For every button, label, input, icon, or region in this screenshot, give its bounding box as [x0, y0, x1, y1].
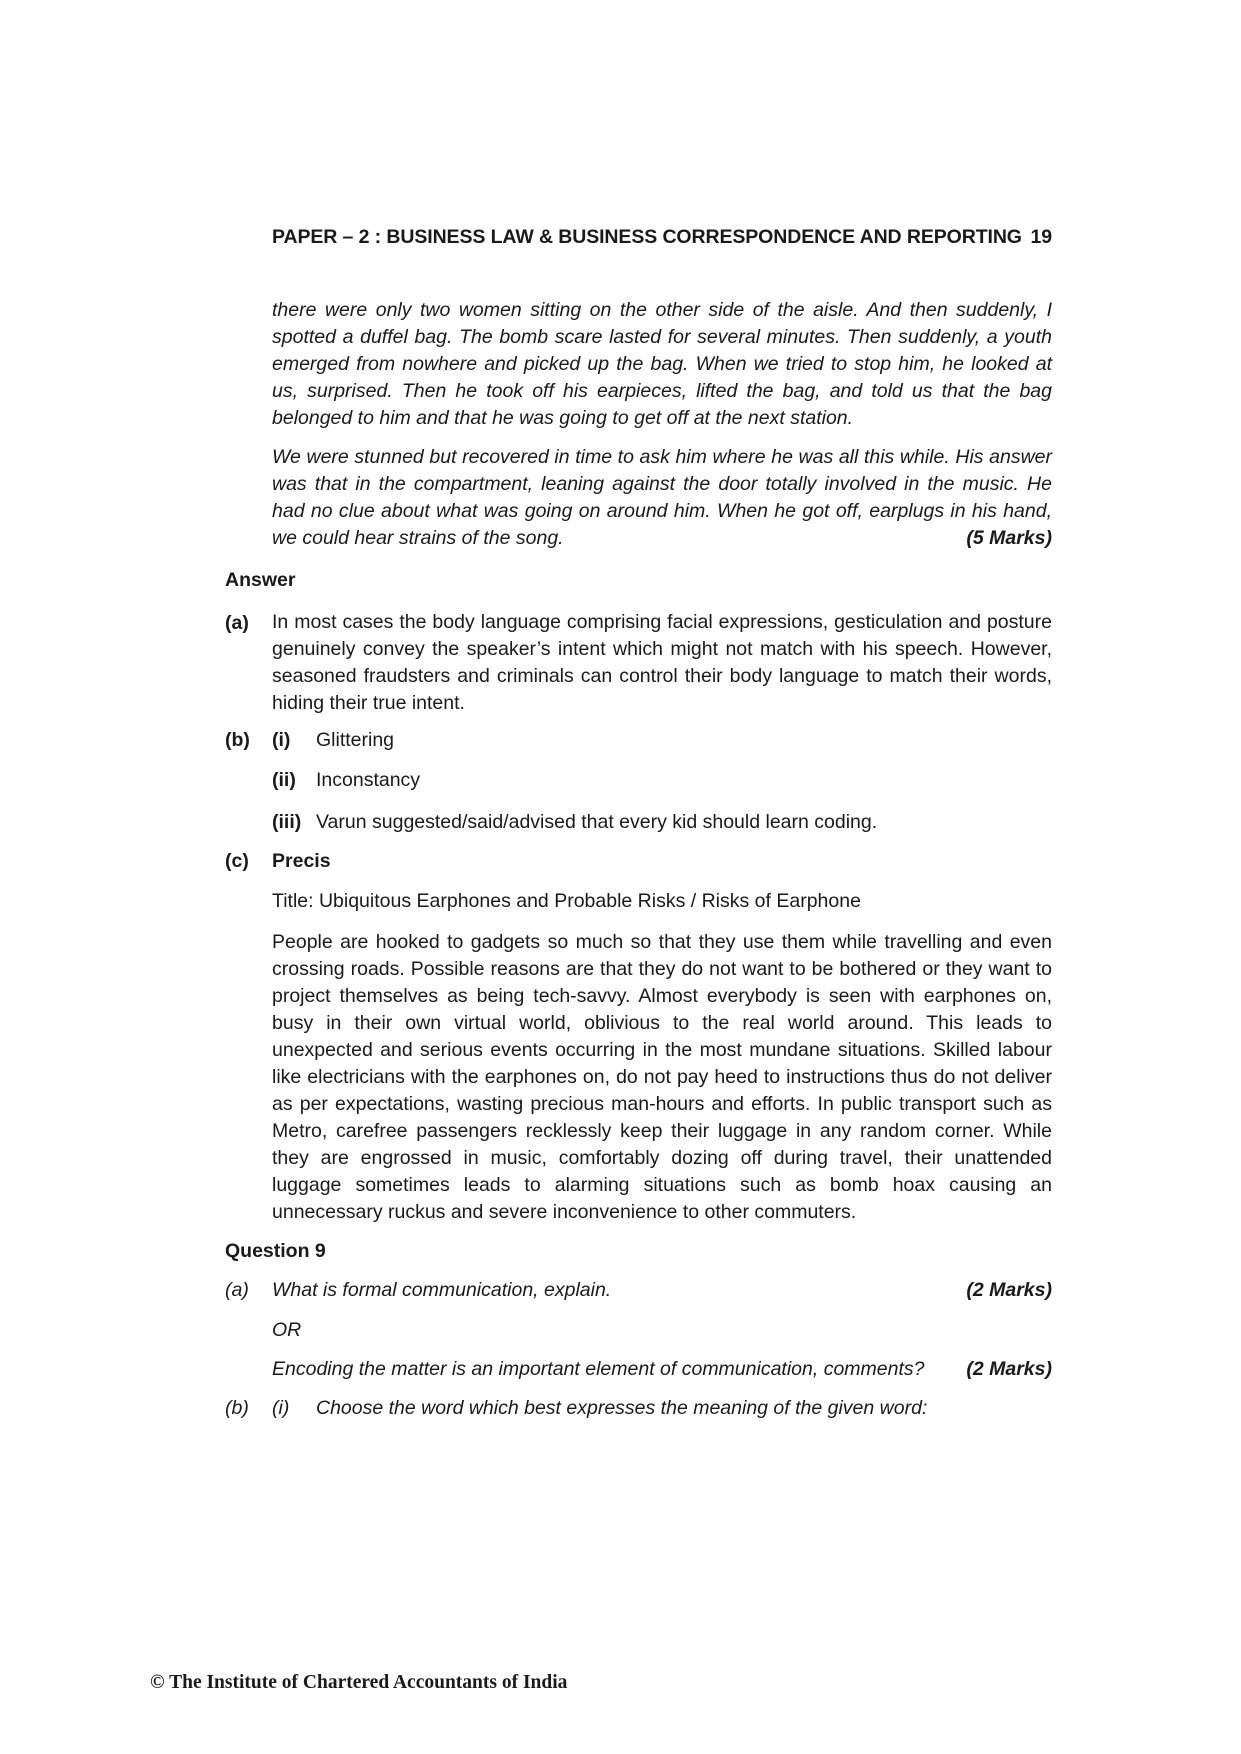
answer-b-label: (b): [225, 729, 250, 751]
answer-b-iii-num: (iii): [272, 811, 302, 833]
answer-b-ii-num: (ii): [272, 769, 296, 791]
question-alt-text: Encoding the matter is an important element of communication, comments?: [272, 1358, 925, 1380]
page-header: [272, 226, 1052, 249]
question-b-label: (b): [225, 1397, 249, 1419]
footer-copyright: © The Institute of Chartered Accountants of India: [150, 1672, 568, 1693]
answer-a-text: In most cases the body language comprising facial expressions, gesticulation and posture genuinely convey the speaker’s intent which might not match with his speech. However, seasoned fraudsters and criminals can control their body language to match their words, hiding their true intent.: [272, 611, 1052, 714]
answer-c-label: (c): [225, 850, 249, 872]
passage-paragraph-2-text: We were stunned but recovered in time to ask him where he was all this while. His answer was that in the compartment, leaning against the door totally involved in the music. He had no clue about what was going on around him. When he got off, earplugs in his hand, we could hear strains of the song.: [272, 446, 1052, 549]
answer-b-i-text: Glittering: [316, 729, 395, 751]
answer-heading: Answer: [225, 569, 296, 591]
precis-heading: Precis: [272, 850, 331, 872]
question-a-text: What is formal communication, explain.: [272, 1279, 612, 1301]
answer-b-iii-text: Varun suggested/said/advised that every kid should learn coding.: [316, 811, 878, 833]
page-number: 19: [1030, 226, 1052, 248]
question-b-text: Choose the word which best expresses the meaning of the given word:: [316, 1397, 928, 1419]
answer-b-i-num: (i): [272, 729, 291, 751]
passage-marks: (5 Marks): [966, 527, 1052, 549]
answer-a-label: (a): [225, 612, 249, 634]
question-a-label: (a): [225, 1279, 249, 1301]
passage-paragraph-2: [272, 444, 1052, 552]
precis-title: Title: Ubiquitous Earphones and Probable Risks / Risks of Earphone: [272, 890, 861, 912]
question-a-marks: (2 Marks): [966, 1279, 1052, 1301]
question-or: OR: [272, 1319, 302, 1341]
precis-text: People are hooked to gadgets so much so that they use them while travelling and even crossing roads. Possible reasons are that they do not want to be bothered or they want to project themselves as being tech-savvy. Almost everybody is seen with earphones on, busy in their own virtual world, oblivious to the real world around. This leads to unexpected and serious events occurring in the most mundane situations. Skilled labour like electricians with the earphones on, do not pay heed to instructions thus do not deliver as per expectations, wasting precious man-hours and efforts. In public transport such as Metro, carefree passengers recklessly keep their luggage in any random corner. While they are engrossed in music, comfortably dozing off during travel, their unattended luggage sometimes leads to alarming situations such as bomb hoax causing an unnecessary ruckus and severe inconvenience to other commuters.: [272, 931, 1052, 1223]
paper-title: PAPER – 2 : BUSINESS LAW & BUSINESS CORRESPONDENCE AND REPORTING: [272, 226, 1022, 248]
question-heading: Question 9: [225, 1240, 326, 1262]
question-b-sub: (i): [272, 1397, 290, 1419]
answer-b-ii-text: Inconstancy: [316, 769, 421, 791]
question-alt-marks: (2 Marks): [966, 1358, 1052, 1380]
passage-paragraph-1: there were only two women sitting on the other side of the aisle. And then suddenly, I spotted a duffel bag. The bomb scare lasted for several minutes. Then suddenly, a youth emerged from nowhere and picked up the bag. When we tried to stop him, he looked at us, surprised. Then he took off his earpieces, lifted the bag, and told us that the bag belonged to him and that he was going to get off at the next station.: [272, 299, 1052, 429]
